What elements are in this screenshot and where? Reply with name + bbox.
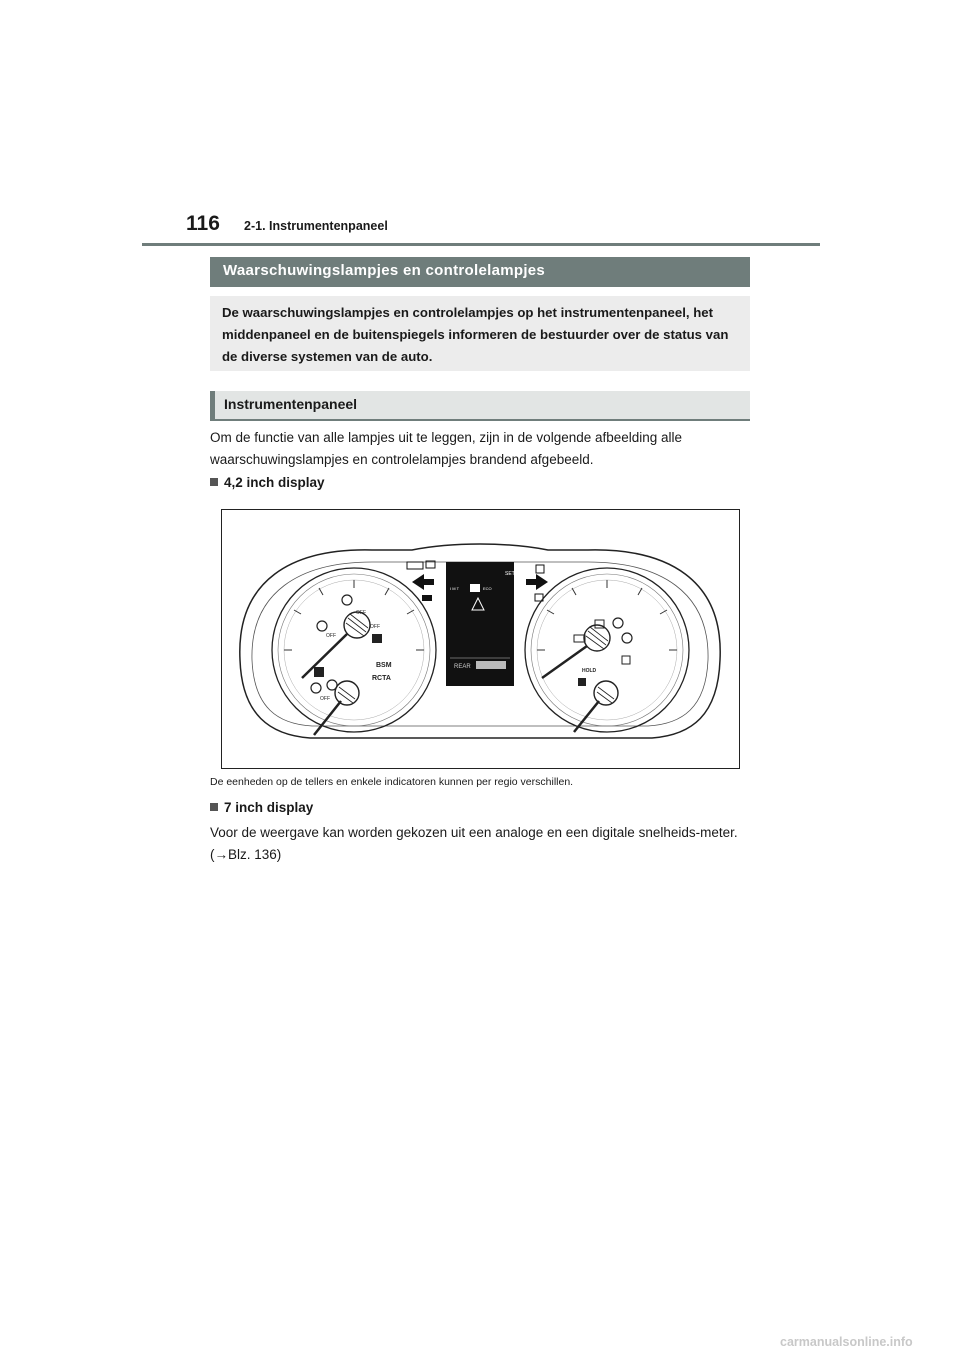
off-label-3: OFF [370, 624, 380, 630]
section-title: Waarschuwingslampjes en controlelampjes [210, 257, 750, 287]
eco-label: ECO [483, 586, 492, 591]
off-label-4: OFF [320, 696, 330, 702]
parking-icon [314, 667, 324, 677]
header-rule [142, 243, 820, 246]
seatbelt-icon [622, 633, 632, 643]
low-beam-icon [422, 595, 432, 601]
turn-left-arrow-icon [412, 574, 434, 590]
bullet-7-label: 7 inch display [224, 800, 314, 815]
off-label-2: OFF [356, 610, 366, 616]
engine-check-icon [342, 595, 352, 605]
turn-right-arrow-icon [526, 574, 548, 590]
bullet-square-icon [210, 803, 218, 811]
brake-warning-icon [613, 618, 623, 628]
set-label: SET [505, 571, 515, 577]
figure-caption: De eenheden op de tellers en enkele indicatoren kunnen per regio verschillen. [210, 776, 574, 788]
rear-label: REAR [454, 664, 471, 670]
slip-indicator-icon [327, 680, 337, 690]
subsection-title: Instrumentenpaneel [210, 391, 750, 421]
bullet-7-inch [210, 800, 313, 815]
tire-pressure-icon [311, 683, 321, 693]
page-number: 116 [186, 212, 220, 235]
security-icon [407, 562, 423, 569]
fuel-icon [578, 678, 586, 686]
display-7-body: Voor de weergave kan worden gekozen uit een analoge en een digitale snelheids-meter. (→Blz. 136) [210, 825, 738, 862]
subsection-body: Om de functie van alle lampjes uit te leggen, zijn in de volgende afbeelding alle waarschuwingslampjes en controlelampjes brandend afgebeeld. [210, 430, 683, 467]
instrument-panel-figure [221, 509, 740, 769]
hold-label: HOLD [582, 668, 597, 674]
imt-label: I M T [450, 586, 460, 591]
cluster-illustration [222, 510, 739, 768]
bullet-square-icon [210, 478, 218, 486]
eco-icon [470, 584, 480, 592]
fog-light-icon [536, 565, 544, 573]
bsm-label: BSM [376, 662, 392, 669]
oil-pressure-icon [317, 621, 327, 631]
bullet-42-inch [210, 475, 325, 490]
door-open-icon [372, 634, 382, 643]
bullet-42-label: 4,2 inch display [224, 475, 325, 490]
rcta-label: RCTA [372, 675, 391, 682]
rear-seatbelt-icon [476, 661, 506, 669]
power-steering-icon [622, 656, 630, 664]
off-label-1: OFF [326, 633, 336, 639]
intro-box: De waarschuwingslampjes en controlelampjes op het instrumentenpaneel, het middenpaneel en de buitenspiegels informeren de bestuurder over de status van de diverse systemen van de auto. [210, 296, 750, 371]
chapter-title: 2-1. Instrumentenpaneel [244, 219, 388, 233]
watermark: carmanualsonline.info [780, 1335, 913, 1349]
